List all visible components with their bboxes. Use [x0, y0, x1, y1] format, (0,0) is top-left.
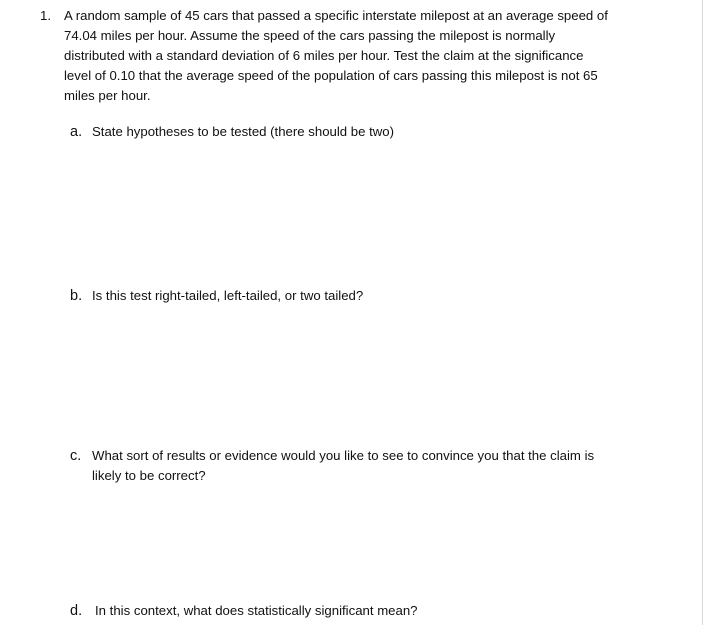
question-text — [64, 6, 664, 106]
question-line: level of 0.10 that the average speed of the population of cars passing this milepost is not 65 — [64, 68, 598, 83]
part-d-line: In this context, what does statistically significant mean? — [95, 603, 418, 618]
part-b-line: Is this test right-tailed, left-tailed, or two tailed? — [92, 288, 364, 303]
part-c-letter: c. — [70, 448, 82, 464]
question-line: 74.04 miles per hour. Assume the speed of the cars passing the milepost is normally — [64, 28, 556, 43]
part-d-letter: d. — [70, 603, 83, 619]
part-d-text — [95, 601, 635, 621]
part-c-text — [92, 446, 632, 486]
part-b-text — [92, 286, 632, 306]
question-line: A random sample of 45 cars that passed a specific interstate milepost at an average speed of — [64, 8, 608, 23]
question-number: 1. — [40, 8, 51, 23]
part-b-letter: b. — [70, 288, 83, 304]
question-line: distributed with a standard deviation of 6 miles per hour. Test the claim at the significance — [64, 48, 584, 63]
page-edge-divider — [702, 0, 703, 625]
part-a-letter: a. — [70, 124, 83, 140]
part-c-line: What sort of results or evidence would you like to see to convince you that the claim is — [92, 448, 595, 463]
part-a-text — [92, 122, 632, 142]
question-line: miles per hour. — [64, 88, 151, 103]
part-a-line: State hypotheses to be tested (there should be two) — [92, 124, 395, 139]
part-c-line: likely to be correct? — [92, 468, 206, 483]
